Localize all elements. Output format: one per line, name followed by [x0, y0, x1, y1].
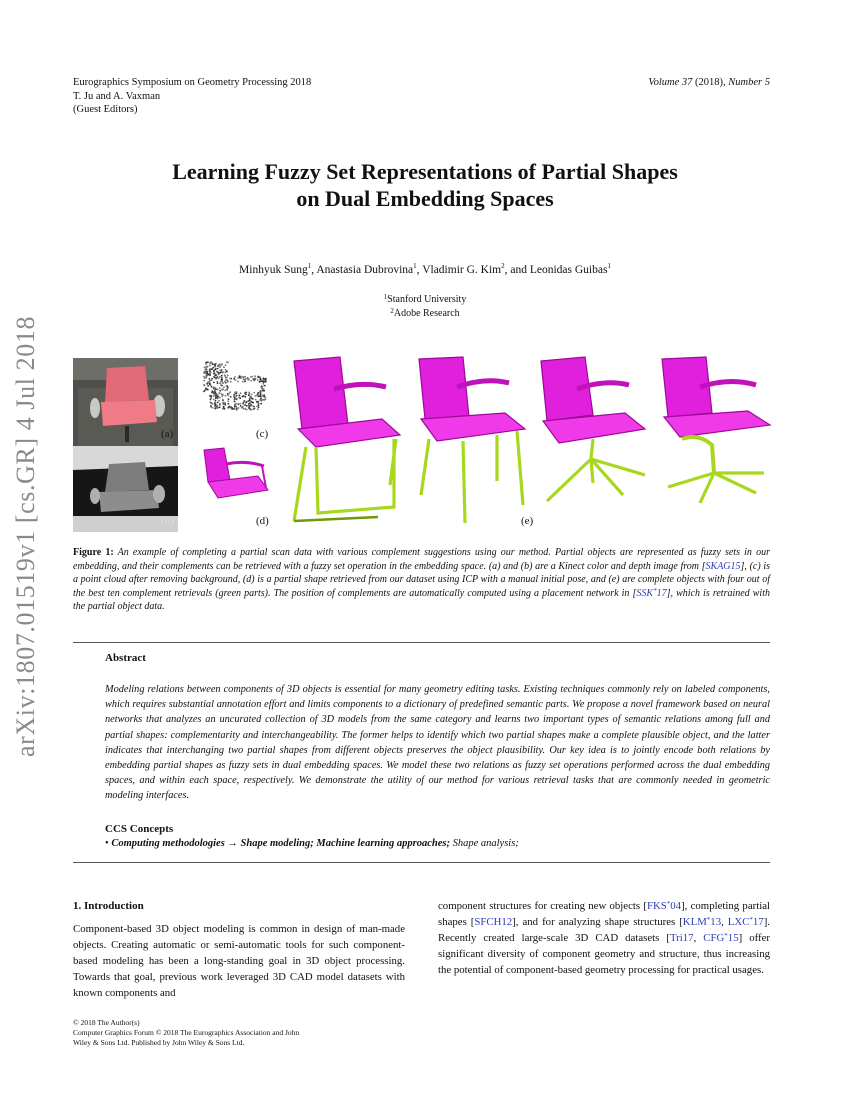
- author: Anastasia Dubrovina: [316, 264, 414, 276]
- cite-year: 15: [727, 932, 739, 944]
- author-sep: ,: [311, 264, 317, 276]
- intro-col-1: Component-based 3D object modeling is common in design of man-made objects. Creating automatic or semi-automatic tools for such component-based modeling has been a long-standing goal in 3D object processing. Towards that goal, previous work leveraged 3D CAD model datasets with known components and: [73, 923, 405, 999]
- body-text: ]. Recently created large-scale 3D CAD datasets [: [438, 916, 770, 944]
- abstract-body: Modeling relations between components of 3D objects is essential for many geometry editing tasks. Existing techniques commonly rely on labeled components, which requires substantial annotation effort and limits components to a dictionary of predefined semantic parts. We propose a novel framework based on neural networks that analyzes an uncurated collection of 3D models from the same category and learns two important types of semantic relations among full and partial shapes: complementarity and interchangeability. The former helps to identify which two partial shapes make a complete plausible object, and the latter indicates that interchanging two partial shapes from different objects preserves the object plausibility. Our key idea is to jointly encode both relations by embedding partial shapes as fuzzy sets in dual embedding spaces. We model these two relations as fuzzy set operations performed across the dual embedding spaces, and within each space, respectively. We demonstrate the utility of our method for various retrieval tasks that are commonly needed in geometric modeling interfaces.: [105, 684, 770, 802]
- citation-link[interactable]: [683, 916, 721, 928]
- body-text: ,: [721, 916, 728, 928]
- author: Leonidas Guibas: [529, 264, 608, 276]
- body-text: ], completing partial shapes [: [438, 900, 770, 928]
- cite-key: LXC: [727, 916, 750, 928]
- editors-role: (Guest Editors): [73, 104, 138, 115]
- affil-mark: 2: [390, 306, 394, 315]
- running-header-right: [648, 76, 770, 90]
- cite-sup: *: [749, 916, 753, 924]
- affil-name: Adobe Research: [393, 307, 460, 319]
- author-affil-mark: 1: [307, 262, 312, 270]
- divider: [73, 862, 770, 863]
- caption-label: Figure 1:: [73, 547, 114, 558]
- affil-mark: 1: [383, 293, 388, 301]
- author-affil-mark: 2: [501, 262, 505, 270]
- partial-shape: [200, 446, 275, 513]
- abstract-heading: Abstract: [105, 652, 146, 664]
- author-list: [0, 264, 850, 276]
- complete-chair-4: [656, 355, 776, 510]
- cite-year: 04: [670, 900, 682, 912]
- label-d: (d): [256, 515, 269, 527]
- author-sep: , and: [504, 264, 530, 276]
- arrow: →: [224, 838, 241, 849]
- ccs-item: Shape analysis;: [449, 838, 519, 849]
- label-b: (b): [161, 515, 174, 527]
- label-e: (e): [521, 515, 534, 527]
- body-text: ], and for analyzing shape structures [: [512, 916, 683, 928]
- citation-link[interactable]: [647, 900, 681, 912]
- author-affil-mark: 1: [413, 262, 417, 270]
- body-text: ,: [693, 932, 704, 944]
- author: Minhyuk Sung: [239, 264, 308, 276]
- citation-link[interactable]: [703, 932, 738, 944]
- label-a: (a): [161, 428, 174, 440]
- affiliation: [0, 293, 850, 307]
- venue: Eurographics Symposium on Geometry Processing 2018: [73, 77, 312, 88]
- title-line-1: Learning Fuzzy Set Representations of Partial Shapes: [172, 159, 678, 184]
- volume-year: (2018),: [695, 77, 726, 88]
- body-text: component structures for creating new objects [: [438, 900, 647, 912]
- title-line-2: on Dual Embedding Spaces: [296, 186, 554, 211]
- citation-link[interactable]: SFCH12: [474, 916, 513, 928]
- paper-title: [0, 158, 850, 212]
- label-c: (c): [256, 428, 269, 440]
- figure-caption: [73, 546, 770, 614]
- cite-key: KLM: [682, 916, 707, 928]
- cite-sup: *: [706, 916, 711, 924]
- citation-link[interactable]: [728, 916, 764, 928]
- cite-key: CFG: [703, 932, 725, 944]
- caption-text: ], which is retrained with the partial object data.: [73, 587, 770, 613]
- cite-key: SSK: [636, 587, 654, 599]
- cite-sup: *: [666, 900, 671, 908]
- caption-text: ], (c) is a point cloud after removing background, (d) is a partial shape retrieved from our dataset using ICP with a manual initial pose, and (e) are complete objects with four out of the best ten complement retrievals (green parts). The position of complements are automatically computed using a placement network in [: [73, 560, 770, 599]
- section-heading: 1. Introduction: [73, 900, 144, 912]
- footer-line: Computer Graphics Forum © 2018 The Eurographics Association and John: [73, 1028, 300, 1037]
- arxiv-stamp: arXiv:1807.01519v1 [cs.GR] 4 Jul 2018: [11, 315, 40, 757]
- author-sep: ,: [416, 264, 423, 276]
- cite-year: 13: [710, 916, 722, 928]
- citation-link[interactable]: SKAG15: [705, 560, 741, 572]
- author: Vladimir G. Kim: [422, 264, 502, 276]
- affiliation: [0, 307, 850, 321]
- bullet: •: [105, 838, 109, 849]
- point-cloud: [200, 358, 275, 435]
- cite-sup: *: [724, 932, 728, 940]
- citation-link[interactable]: [636, 588, 666, 599]
- complete-chair-2: [413, 355, 534, 532]
- ccs-heading: CCS Concepts: [105, 823, 174, 835]
- ccs-item: Shape modeling; Machine learning approaches;: [240, 838, 450, 849]
- editors: T. Ju and A. Vaxman: [73, 90, 161, 102]
- complete-chair-3: [533, 355, 651, 510]
- copyright-footer: [73, 1018, 299, 1048]
- intro-col-2: [438, 898, 770, 978]
- caption-text: An example of completing a partial scan data with various complement suggestions using our method. Partial objects are represented as fuzzy sets in our embedding, and their complements can be retrieved with a fuzzy set operation in the embedding space. (a) and (b) are a Kinect color and depth image from [: [73, 547, 770, 572]
- affil-name: Stanford University: [387, 294, 467, 305]
- divider: [73, 642, 770, 643]
- cite-key: FKS: [646, 900, 667, 912]
- volume: Volume 37: [648, 77, 693, 88]
- cite-year: 17: [656, 587, 667, 599]
- cite-year: 17: [752, 916, 764, 928]
- body-text: ] offer significant diversity of component geometry and structure, thus increasing the potential of component-based geometry processing for practical usages.: [438, 932, 770, 976]
- ccs-item: Computing methodologies: [111, 838, 225, 849]
- issue-number: Number 5: [728, 77, 770, 88]
- footer-line: © 2018 The Author(s): [73, 1018, 140, 1027]
- ccs-concepts: [105, 838, 519, 849]
- complete-chair-1: [282, 355, 410, 532]
- author-affil-mark: 1: [607, 262, 611, 270]
- citation-link[interactable]: Tri17: [669, 932, 694, 944]
- running-header-left: [73, 76, 311, 117]
- cite-sup: *: [653, 586, 657, 595]
- footer-line: Wiley & Sons Ltd. Published by John Wiley & Sons Ltd.: [73, 1038, 245, 1047]
- affiliations: [0, 293, 850, 320]
